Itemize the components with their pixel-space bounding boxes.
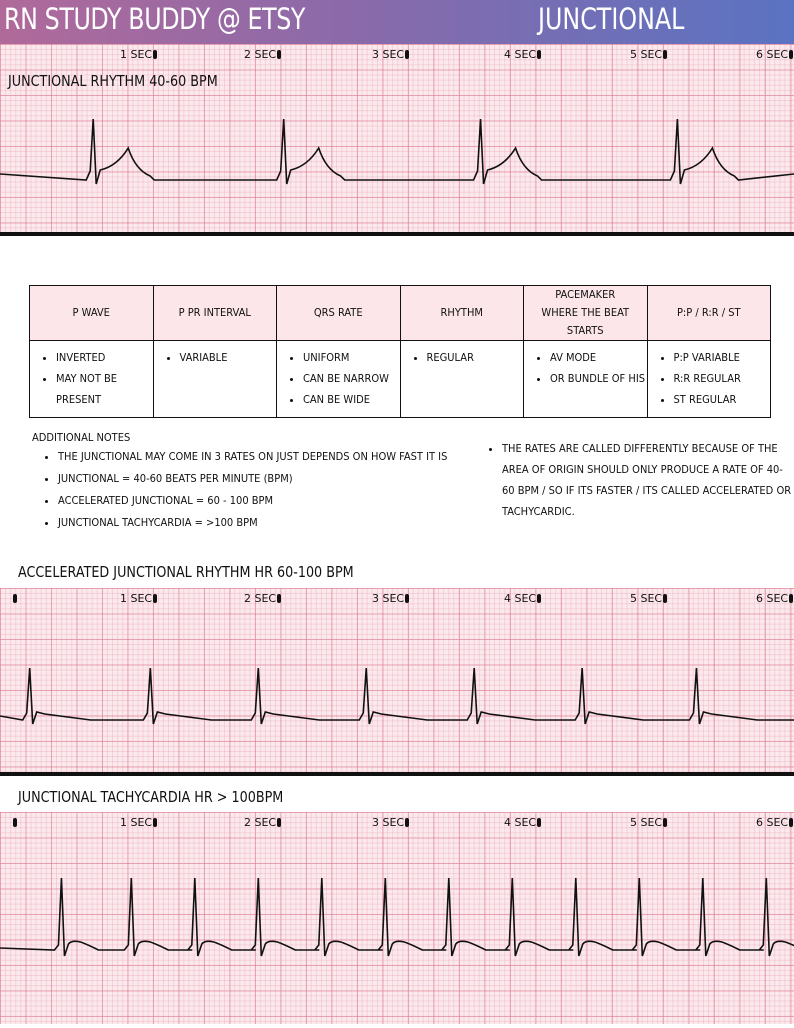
header-rhythm: RHYTHM [400, 286, 524, 341]
cell-p-wave [30, 341, 154, 418]
cell-rhythm [400, 341, 524, 418]
header-pr-interval: P PR INTERVAL [153, 286, 277, 341]
list-item: • AV MODE [550, 347, 647, 368]
list-item: • CAN BE WIDE [303, 389, 400, 410]
sec-marker-1: 1 SEC [120, 48, 157, 61]
list-item: • JUNCTIONAL TACHYCARDIA = >100 BPM [58, 512, 498, 534]
cell-qrs-rate [277, 341, 401, 418]
sec-marker-4: 4 SEC [504, 592, 541, 605]
sec-marker-6: 6 SEC [756, 592, 793, 605]
list-item: • OR BUNDLE OF HIS [550, 368, 647, 389]
sec-marker-3: 3 SEC [372, 592, 409, 605]
list-item: • CAN BE NARROW [303, 368, 400, 389]
list-item: • UNIFORM [303, 347, 400, 368]
sec-marker-4: 4 SEC [504, 816, 541, 829]
cell-pacemaker [524, 341, 648, 418]
sec-marker-5: 5 SEC [630, 816, 667, 829]
strip-title: ACCELERATED JUNCTIONAL RHYTHM HR 60-100 BPM [18, 563, 354, 581]
ecg-trace [0, 44, 794, 232]
ecg-trace [0, 588, 794, 772]
strip-title: JUNCTIONAL RHYTHM 40-60 BPM [8, 72, 218, 90]
topic-title: JUNCTIONAL [538, 2, 685, 36]
list-item: • REGULAR [427, 347, 524, 368]
sec-marker-6: 6 SEC [756, 48, 793, 61]
list-item: • JUNCTIONAL = 40-60 BEATS PER MINUTE (BPM) [58, 468, 498, 490]
sec-marker-2: 2 SEC [244, 48, 281, 61]
brand-title: RN STUDY BUDDY @ ETSY [4, 2, 306, 36]
list-item: • P:P VARIABLE [674, 347, 771, 368]
cell-intervals [647, 341, 771, 418]
list-item: • ST REGULAR [674, 389, 771, 410]
sec-marker-1: 1 SEC [120, 592, 157, 605]
notes-list [32, 446, 498, 534]
sec-marker-4: 4 SEC [504, 48, 541, 61]
sec-marker-2: 2 SEC [244, 592, 281, 605]
rhythm-summary-table [29, 285, 771, 418]
ecg-strip-tachycardia [0, 812, 794, 1024]
ecg-strip-accelerated [0, 588, 794, 776]
page-header [0, 0, 794, 44]
sec-marker-3: 3 SEC [372, 48, 409, 61]
header-p-wave: P WAVE [30, 286, 154, 341]
list-item: • VARIABLE [180, 347, 277, 368]
strip-title: JUNCTIONAL TACHYCARDIA HR > 100BPM [18, 788, 284, 806]
sec-marker-2: 2 SEC [244, 816, 281, 829]
list-item: • MAY NOT BE PRESENT [56, 368, 153, 410]
list-item: • THE RATES ARE CALLED DIFFERENTLY BECAUSE OF THE AREA OF ORIGIN SHOULD ONLY PRODUCE A RATE OF 40-60 BPM / SO IF ITS FASTER / ITS CALLED ACCELERATED OR TACHYCARDIC. [502, 438, 792, 522]
list-item: • ACCELERATED JUNCTIONAL = 60 - 100 BPM [58, 490, 498, 512]
cell-pr-interval [153, 341, 277, 418]
header-pacemaker: PACEMAKER WHERE THE BEAT STARTS [524, 286, 648, 341]
sec-marker-6: 6 SEC [756, 816, 793, 829]
notes-title: ADDITIONAL NOTES [32, 431, 131, 444]
ecg-trace [0, 812, 794, 1024]
sec-marker-3: 3 SEC [372, 816, 409, 829]
header-intervals: P:P / R:R / ST [647, 286, 771, 341]
list-item: • THE JUNCTIONAL MAY COME IN 3 RATES ON JUST DEPENDS ON HOW FAST IT IS [58, 446, 498, 468]
sec-marker-1: 1 SEC [120, 816, 157, 829]
list-item: • R:R REGULAR [674, 368, 771, 389]
side-note [478, 438, 792, 522]
sec-marker-5: 5 SEC [630, 48, 667, 61]
header-qrs-rate: QRS RATE [277, 286, 401, 341]
ecg-strip-junctional [0, 44, 794, 236]
list-item: • INVERTED [56, 347, 153, 368]
sec-marker-5: 5 SEC [630, 592, 667, 605]
